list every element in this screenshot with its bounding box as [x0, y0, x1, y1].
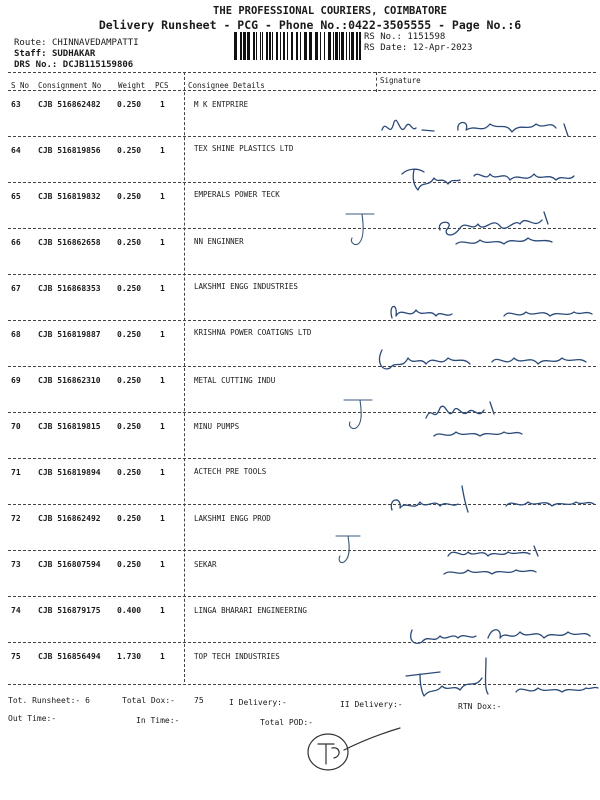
- route-line: [14, 38, 139, 48]
- rs-date-label: RS Date:: [364, 43, 408, 53]
- barcode-bar: [346, 32, 347, 60]
- staff-label: Staff:: [14, 49, 47, 59]
- barcode-bar: [253, 32, 255, 60]
- total-dox-value: 75: [194, 696, 204, 705]
- row-pcs: 1: [160, 146, 165, 155]
- rs-no-label: RS No.:: [364, 32, 402, 42]
- row-weight: 0.250: [117, 238, 142, 247]
- barcode-bar: [234, 32, 237, 60]
- rs-no-value: 1151598: [407, 32, 446, 42]
- row-sno: 67: [11, 284, 21, 293]
- barcode-bar: [296, 32, 298, 60]
- row-consignment: CJB 516819887: [38, 330, 101, 339]
- tick-mark: [330, 532, 370, 566]
- row-consignee: MINU PUMPS: [194, 422, 240, 431]
- row-rule: [8, 274, 596, 275]
- barcode-bar: [262, 32, 263, 60]
- barcode-bar: [335, 32, 338, 60]
- table-top-rule: [8, 72, 596, 73]
- staff-value: SUDHAKAR: [51, 49, 96, 59]
- col-header-consignee: Consignee Details: [188, 81, 265, 90]
- row-consignment: CJB 516862658: [38, 238, 101, 247]
- row-consignment: CJB 516862310: [38, 376, 101, 385]
- barcode-bar: [309, 32, 312, 60]
- row-consignment: CJB 516856494: [38, 652, 101, 661]
- row-consignment: CJB 516819856: [38, 146, 101, 155]
- tick-mark: [338, 394, 378, 434]
- row-pcs: 1: [160, 606, 165, 615]
- barcode-bar: [266, 32, 268, 60]
- row-consignment: CJB 516862482: [38, 100, 101, 109]
- handwritten-signature: [378, 160, 598, 221]
- row-consignment: CJB 516819815: [38, 422, 101, 431]
- barcode-bar: [341, 32, 344, 60]
- row-sno: 66: [11, 238, 21, 247]
- handwritten-signature: [374, 342, 594, 403]
- barcode-bar: [339, 32, 340, 60]
- signature-text: Sabarathi 8098128121: [420, 270, 433, 271]
- i-delivery: I Delivery:-: [229, 698, 287, 707]
- handwritten-signature: [440, 540, 590, 601]
- barcode-bar: [240, 32, 242, 60]
- row-consignment: CJB 516807594: [38, 560, 101, 569]
- row-rule: [8, 458, 596, 459]
- handwritten-signature: [378, 110, 598, 171]
- row-sno: 65: [11, 192, 21, 201]
- row-consignee: METAL CUTTING INDU: [194, 376, 276, 385]
- row-consignee: LAKSHMI ENGG PROD: [194, 514, 271, 523]
- signature-text: Ramani 8098128121: [440, 600, 451, 601]
- barcode-bar: [280, 32, 281, 60]
- row-pcs: 1: [160, 422, 165, 431]
- row-weight: 0.250: [117, 330, 142, 339]
- in-time: In Time:-: [136, 716, 180, 725]
- row-pcs: 1: [160, 560, 165, 569]
- col-header-sno: S No: [11, 81, 30, 90]
- barcode-bar: [320, 32, 321, 60]
- drs-value: DCJB115159806: [62, 60, 134, 70]
- barcode-bar: [291, 32, 293, 60]
- row-pcs: 1: [160, 192, 165, 201]
- barcode-bar: [351, 32, 354, 60]
- row-weight: 1.730: [117, 652, 142, 661]
- row-pcs: 1: [160, 468, 165, 477]
- row-consignee: LINGA BHARARI ENGINEERING: [194, 606, 307, 615]
- col-header-signature: Signature: [380, 76, 421, 85]
- barcode-bar: [300, 32, 301, 60]
- barcode-bar: [287, 32, 288, 60]
- row-consignee: ACTECH PRE TOOLS: [194, 467, 267, 476]
- barcode: [234, 32, 364, 60]
- handwritten-signature: [420, 210, 600, 271]
- row-weight: 0.250: [117, 284, 142, 293]
- barcode-bar: [304, 32, 307, 60]
- row-sno: 70: [11, 422, 21, 431]
- row-sno: 71: [11, 468, 21, 477]
- row-consignee: KRISHNA POWER COATIGNS LTD: [194, 328, 312, 337]
- barcode-bar: [356, 32, 358, 60]
- barcode-bar: [315, 32, 318, 60]
- signature-text: Anandh 8098128171: [378, 544, 389, 545]
- row-weight: 0.250: [117, 100, 142, 109]
- row-consignment: CJB 516819894: [38, 468, 101, 477]
- barcode-bar: [333, 32, 334, 60]
- row-pcs: 1: [160, 100, 165, 109]
- row-rule: [8, 596, 596, 597]
- row-weight: 0.250: [117, 146, 142, 155]
- col-header-weight: Weight: [118, 81, 146, 90]
- row-sno: 64: [11, 146, 21, 155]
- barcode-bar: [328, 32, 331, 60]
- rs-date-value: 12-Apr-2023: [412, 43, 473, 53]
- col-header-pcs: PCS: [155, 81, 169, 90]
- table-header-rule: [8, 90, 596, 91]
- row-weight: 0.400: [117, 606, 142, 615]
- row-weight: 0.250: [117, 422, 142, 431]
- row-consignee: LAKSHMI ENGG INDUSTRIES: [194, 282, 298, 291]
- barcode-bar: [247, 32, 250, 60]
- company-title: THE PROFESSIONAL COURIERS, COIMBATORE: [213, 5, 447, 17]
- row-pcs: 1: [160, 238, 165, 247]
- row-pcs: 1: [160, 652, 165, 661]
- tick-mark: [340, 210, 380, 250]
- handwritten-signature: [420, 396, 550, 457]
- row-consignment: CJB 516879175: [38, 606, 101, 615]
- barcode-bar: [359, 32, 361, 60]
- drs-label: DRS No.:: [14, 60, 58, 70]
- barcode-bar: [276, 32, 278, 60]
- route-value: CHINNAVEDAMPATTI: [51, 38, 139, 48]
- row-weight: 0.250: [117, 468, 142, 477]
- signature-text: Tamil 9894108301: [402, 714, 412, 715]
- barcode-bar: [324, 32, 325, 60]
- row-sno: 69: [11, 376, 21, 385]
- drs-line: [14, 60, 133, 70]
- row-consignee: NN ENGINNER: [194, 237, 244, 246]
- out-time: Out Time:-: [8, 714, 57, 723]
- tot-runsheet: Tot. Runsheet:- 6: [8, 696, 90, 705]
- row-weight: 0.250: [117, 376, 142, 385]
- handwritten-signature: [404, 618, 600, 679]
- row-consignee: EMPERALS POWER TECK: [194, 190, 280, 199]
- row-consignee: TEX SHINE PLASTICS LTD: [194, 144, 294, 153]
- handwritten-signature: [378, 296, 598, 357]
- row-pcs: 1: [160, 284, 165, 293]
- barcode-bar: [243, 32, 246, 60]
- ii-delivery: II Delivery:-: [340, 700, 403, 709]
- rtn-dox: RTN Dox:-: [458, 702, 502, 711]
- runsheet-title: Delivery Runsheet - PCG - Phone No.:0422-3505555 - Page No.:6: [98, 18, 522, 32]
- signature-divider: [376, 72, 377, 92]
- row-consignee: SEKAR: [194, 560, 217, 569]
- total-pod: Total POD:-: [260, 718, 313, 727]
- staff-line: [14, 49, 95, 59]
- row-pcs: 1: [160, 514, 165, 523]
- barcode-bar: [272, 32, 273, 60]
- row-pcs: 1: [160, 330, 165, 339]
- barcode-bar: [349, 32, 350, 60]
- row-sno: 63: [11, 100, 21, 109]
- row-consignee: TOP TECH INDUSTRIES: [194, 652, 280, 661]
- signature-text: Mani 6369100801: [378, 170, 388, 171]
- row-weight: 0.250: [117, 560, 142, 569]
- row-sno: 72: [11, 514, 21, 523]
- barcode-bar: [269, 32, 271, 60]
- row-weight: 0.250: [117, 192, 142, 201]
- signature-text: Thamini 9894065611: [378, 220, 389, 221]
- row-consignment: CJB 516862492: [38, 514, 101, 523]
- signature-text: Lakshmi 8098128171: [378, 356, 389, 357]
- row-consignment: CJB 516819832: [38, 192, 101, 201]
- rs-date-line: [364, 43, 472, 53]
- row-consignee: M K ENTPRIRE: [194, 100, 249, 109]
- handwritten-signature: [378, 484, 598, 545]
- row-sno: 74: [11, 606, 21, 615]
- signature-text: Mani 6369100801: [420, 456, 430, 457]
- row-sno: 75: [11, 652, 21, 661]
- row-sno: 73: [11, 560, 21, 569]
- barcode-bar: [260, 32, 261, 60]
- route-label: Route:: [14, 38, 47, 48]
- barcode-bar: [283, 32, 285, 60]
- signature-text: Eswar 9094108171: [404, 678, 414, 679]
- col-header-consignment: Consignment No: [38, 81, 102, 90]
- signature-text: Gowthamraj 9894106951: [374, 402, 387, 403]
- row-consignment: CJB 516868353: [38, 284, 101, 293]
- total-dox-label: Total Dox:-: [122, 696, 175, 705]
- row-sno: 68: [11, 330, 21, 339]
- row-weight: 0.250: [117, 514, 142, 523]
- stamp-initials: [300, 724, 420, 780]
- rs-no-line: [364, 32, 445, 42]
- barcode-bar: [256, 32, 257, 60]
- row-pcs: 1: [160, 376, 165, 385]
